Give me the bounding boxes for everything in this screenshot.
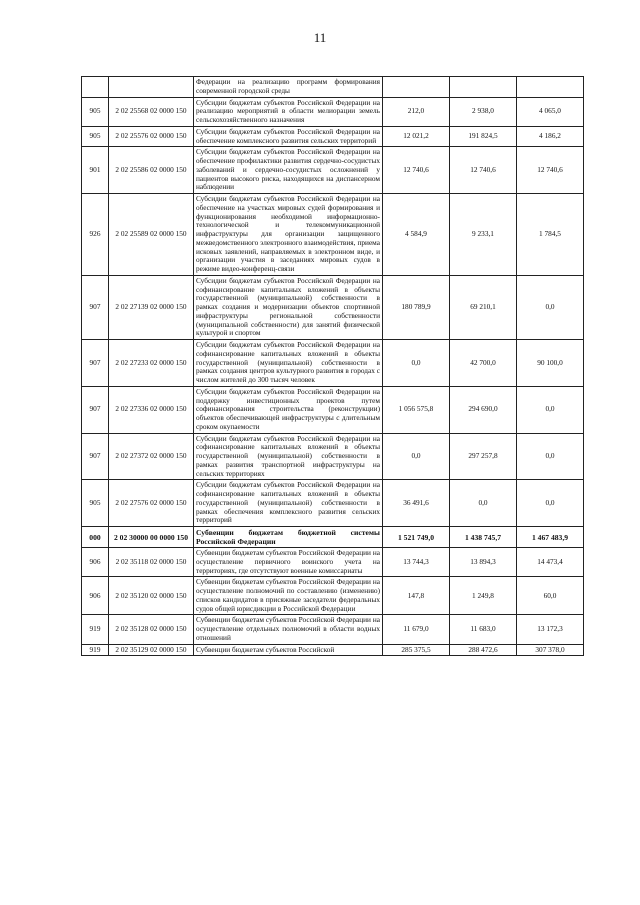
administrator-code-cell: 926 bbox=[82, 194, 109, 276]
amount-first-year-cell: 4 584,9 bbox=[383, 194, 450, 276]
budget-classification-code-cell: 2 02 27576 02 0000 150 bbox=[109, 480, 194, 527]
budget-classification-code-cell: 2 02 35120 02 0000 150 bbox=[109, 577, 194, 615]
amount-second-year-cell: 1 249,8 bbox=[450, 577, 517, 615]
budget-classification-code-cell: 2 02 35118 02 0000 150 bbox=[109, 548, 194, 577]
table-row bbox=[82, 433, 584, 480]
amount-second-year-cell: 69 210,1 bbox=[450, 275, 517, 339]
amount-second-year-cell: 294 690,0 bbox=[450, 386, 517, 433]
administrator-code-cell: 905 bbox=[82, 97, 109, 126]
amount-second-year-cell: 0,0 bbox=[450, 480, 517, 527]
table-row bbox=[82, 577, 584, 615]
amount-third-year-cell: 90 100,0 bbox=[517, 340, 584, 387]
amount-first-year-cell: 36 491,6 bbox=[383, 480, 450, 527]
amount-first-year-cell: 12 021,2 bbox=[383, 126, 450, 147]
table-row bbox=[82, 480, 584, 527]
table-row bbox=[82, 126, 584, 147]
amount-third-year-cell: 0,0 bbox=[517, 275, 584, 339]
budget-revenue-table bbox=[81, 76, 584, 656]
amount-third-year-cell: 0,0 bbox=[517, 433, 584, 480]
table-row bbox=[82, 97, 584, 126]
amount-first-year-cell: 13 744,3 bbox=[383, 548, 450, 577]
amount-second-year-cell: 1 438 745,7 bbox=[450, 527, 517, 548]
administrator-code-cell: 907 bbox=[82, 386, 109, 433]
revenue-name-cell: Субсидии бюджетам субъектов Российской Федерации на обеспечение на участках мировых судей формирования и функционирования необходимой информационно-технологической и телекоммуникационной инфраструктуры для организации защищенного межведомственного электронного взаимодействия, приема исковых заявлений, направляемых в электронном виде, и организации участия в заседаниях мировых судов в режиме видео-конференц-связи bbox=[194, 194, 383, 276]
administrator-code-cell: 000 bbox=[82, 527, 109, 548]
revenue-name-cell: Субсидии бюджетам субъектов Российской Федерации на реализацию мероприятий в области мелиорации земель сельскохозяйственного назначения bbox=[194, 97, 383, 126]
administrator-code-cell: 907 bbox=[82, 340, 109, 387]
administrator-code-cell: 907 bbox=[82, 433, 109, 480]
revenue-name-cell: Субсидии бюджетам субъектов Российской Федерации на обеспечение профилактики развития сердечно-сосудистых заболеваний и сердечно-сосудистых осложнений у пациентов высокого риска, находящихся на диспансерном наблюдении bbox=[194, 147, 383, 194]
budget-classification-code-cell: 2 02 27139 02 0000 150 bbox=[109, 275, 194, 339]
amount-first-year-cell: 285 375,5 bbox=[383, 644, 450, 656]
amount-second-year-cell: 2 938,0 bbox=[450, 97, 517, 126]
revenue-name-cell: Субсидии бюджетам субъектов Российской Федерации на обеспечение комплексного развития сельских территорий bbox=[194, 126, 383, 147]
administrator-code-cell: 901 bbox=[82, 147, 109, 194]
table-row bbox=[82, 77, 584, 98]
administrator-code-cell: 905 bbox=[82, 126, 109, 147]
table-body bbox=[82, 77, 584, 656]
budget-classification-code-cell: 2 02 25589 02 0000 150 bbox=[109, 194, 194, 276]
revenue-name-cell: Субвенции бюджетам субъектов Российской Федерации на осуществление первичного воинского учета на территориях, где отсутствуют военные комиссариаты bbox=[194, 548, 383, 577]
budget-classification-code-cell: 2 02 35128 02 0000 150 bbox=[109, 615, 194, 644]
budget-classification-code-cell: 2 02 27372 02 0000 150 bbox=[109, 433, 194, 480]
table-row bbox=[82, 548, 584, 577]
amount-third-year-cell: 0,0 bbox=[517, 386, 584, 433]
amount-first-year-cell: 12 740,6 bbox=[383, 147, 450, 194]
administrator-code-cell: 906 bbox=[82, 577, 109, 615]
revenue-name-cell: Федерации на реализацию программ формирования современной городской среды bbox=[194, 77, 383, 98]
administrator-code-cell: 907 bbox=[82, 275, 109, 339]
revenue-name-cell: Субсидии бюджетам субъектов Российской Федерации на поддержку инвестиционных проектов путем софинансирования строительства (реконструкции) объектов обеспечивающей инфраструктуры с длительным сроком окупаемости bbox=[194, 386, 383, 433]
amount-second-year-cell: 297 257,8 bbox=[450, 433, 517, 480]
table-row bbox=[82, 194, 584, 276]
amount-third-year-cell: 14 473,4 bbox=[517, 548, 584, 577]
amount-third-year-cell: 4 065,0 bbox=[517, 97, 584, 126]
revenue-name-cell: Субвенции бюджетам субъектов Российской bbox=[194, 644, 383, 656]
amount-second-year-cell bbox=[450, 77, 517, 98]
budget-classification-code-cell: 2 02 27233 02 0000 150 bbox=[109, 340, 194, 387]
amount-first-year-cell: 11 679,0 bbox=[383, 615, 450, 644]
table-row bbox=[82, 147, 584, 194]
revenue-name-cell: Субсидии бюджетам субъектов Российской Федерации на софинансирование капитальных вложений в объекты государственной (муниципальной) собственности в рамках создания и модернизации объектов спортивной инфраструктуры региональной собственности (муниципальной собственности) для занятий физической культурой и спортом bbox=[194, 275, 383, 339]
amount-second-year-cell: 12 740,6 bbox=[450, 147, 517, 194]
amount-first-year-cell: 147,8 bbox=[383, 577, 450, 615]
amount-third-year-cell bbox=[517, 77, 584, 98]
page-number: 11 bbox=[313, 30, 327, 45]
amount-third-year-cell: 12 740,6 bbox=[517, 147, 584, 194]
budget-classification-code-cell: 2 02 27336 02 0000 150 bbox=[109, 386, 194, 433]
amount-second-year-cell: 42 700,0 bbox=[450, 340, 517, 387]
budget-classification-code-cell bbox=[109, 77, 194, 98]
amount-third-year-cell: 307 378,0 bbox=[517, 644, 584, 656]
revenue-name-cell: Субсидии бюджетам субъектов Российской Федерации на софинансирование капитальных вложений в объекты государственной (муниципальной) собственности в рамках развития транспортной инфраструктуры на сельских территориях bbox=[194, 433, 383, 480]
revenue-name-cell: Субвенции бюджетам бюджетной системы Российской Федерации bbox=[194, 527, 383, 548]
revenue-name-cell: Субвенции бюджетам субъектов Российской Федерации на осуществление полномочий по составлению (изменению) списков кандидатов в присяжные заседатели федеральных судов общей юрисдикции в Российской Федерации bbox=[194, 577, 383, 615]
revenue-name-cell: Субсидии бюджетам субъектов Российской Федерации на софинансирование капитальных вложений в объекты государственной (муниципальной) собственности в рамках создания центров культурного развития в городах с числом жителей до 300 тысяч человек bbox=[194, 340, 383, 387]
administrator-code-cell: 919 bbox=[82, 644, 109, 656]
table-row bbox=[82, 615, 584, 644]
amount-third-year-cell: 13 172,3 bbox=[517, 615, 584, 644]
amount-first-year-cell bbox=[383, 77, 450, 98]
amount-second-year-cell: 11 683,0 bbox=[450, 615, 517, 644]
administrator-code-cell: 905 bbox=[82, 480, 109, 527]
budget-classification-code-cell: 2 02 25568 02 0000 150 bbox=[109, 97, 194, 126]
administrator-code-cell bbox=[82, 77, 109, 98]
table-row bbox=[82, 275, 584, 339]
budget-classification-code-cell: 2 02 25576 02 0000 150 bbox=[109, 126, 194, 147]
table-row bbox=[82, 644, 584, 656]
table-row bbox=[82, 340, 584, 387]
administrator-code-cell: 906 bbox=[82, 548, 109, 577]
amount-third-year-cell: 1 784,5 bbox=[517, 194, 584, 276]
amount-first-year-cell: 180 789,9 bbox=[383, 275, 450, 339]
amount-first-year-cell: 1 056 575,8 bbox=[383, 386, 450, 433]
amount-third-year-cell: 4 186,2 bbox=[517, 126, 584, 147]
budget-classification-code-cell: 2 02 35129 02 0000 150 bbox=[109, 644, 194, 656]
table-row bbox=[82, 527, 584, 548]
amount-first-year-cell: 0,0 bbox=[383, 433, 450, 480]
administrator-code-cell: 919 bbox=[82, 615, 109, 644]
amount-third-year-cell: 0,0 bbox=[517, 480, 584, 527]
amount-second-year-cell: 13 894,3 bbox=[450, 548, 517, 577]
revenue-name-cell: Субсидии бюджетам субъектов Российской Федерации на софинансирование капитальных вложений в объекты государственной (муниципальной) собственности в рамках обеспечения комплексного развития сельских территорий bbox=[194, 480, 383, 527]
table-row bbox=[82, 386, 584, 433]
revenue-name-cell: Субвенции бюджетам субъектов Российской Федерации на осуществление отдельных полномочий в области водных отношений bbox=[194, 615, 383, 644]
amount-second-year-cell: 191 824,5 bbox=[450, 126, 517, 147]
budget-classification-code-cell: 2 02 25586 02 0000 150 bbox=[109, 147, 194, 194]
amount-first-year-cell: 212,0 bbox=[383, 97, 450, 126]
amount-third-year-cell: 60,0 bbox=[517, 577, 584, 615]
budget-classification-code-cell: 2 02 30000 00 0000 150 bbox=[109, 527, 194, 548]
amount-second-year-cell: 9 233,1 bbox=[450, 194, 517, 276]
amount-first-year-cell: 0,0 bbox=[383, 340, 450, 387]
amount-first-year-cell: 1 521 749,0 bbox=[383, 527, 450, 548]
amount-third-year-cell: 1 467 483,9 bbox=[517, 527, 584, 548]
amount-second-year-cell: 288 472,6 bbox=[450, 644, 517, 656]
